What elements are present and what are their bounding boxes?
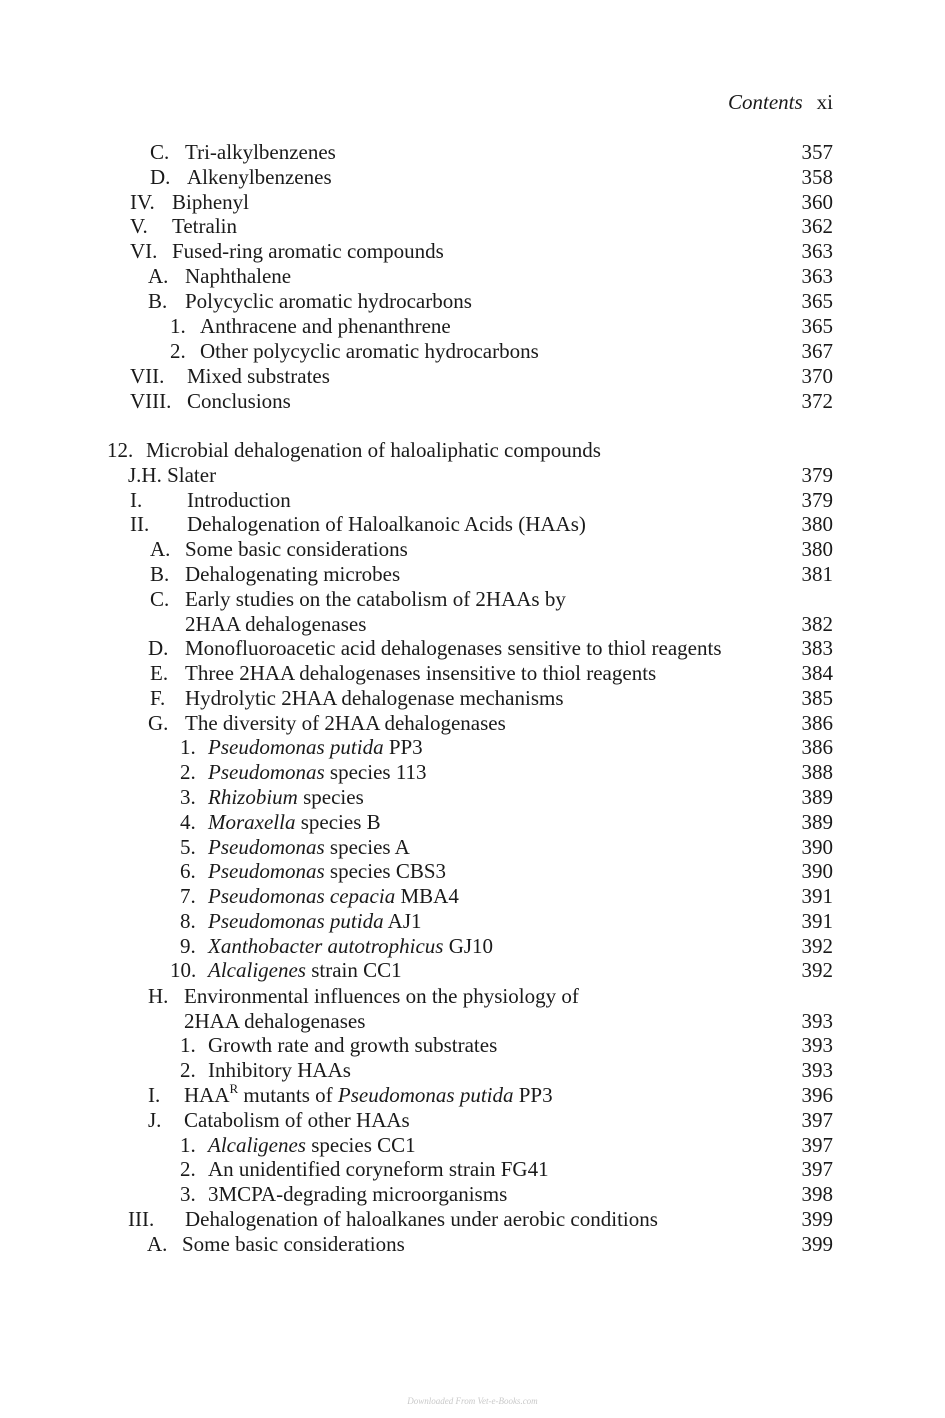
toc-entry-page: 393 (801, 1009, 833, 1033)
toc-entry-title: Dehalogenation of Haloalkanoic Acids (HAAs) (187, 512, 586, 536)
toc-entry-title: Introduction (187, 488, 291, 512)
toc-entry-title: Catabolism of other HAAs (184, 1108, 410, 1132)
toc-entry-title: Early studies on the catabolism of 2HAAs by (185, 587, 566, 611)
toc-entry-title: An unidentified coryneform strain FG41 (208, 1157, 549, 1181)
toc-entry (0, 512, 945, 537)
toc-entry-page: 384 (801, 661, 833, 685)
toc-entry-number: A. (150, 537, 171, 561)
toc-entry-title: Conclusions (187, 389, 291, 413)
toc-entry-title: Some basic considerations (182, 1232, 405, 1256)
toc-entry-page: 360 (801, 190, 833, 214)
toc-entry-number: 12. (107, 438, 134, 462)
toc-entry (0, 537, 945, 562)
page-number: xi (816, 90, 833, 114)
toc-entry-number: 1. (180, 1033, 196, 1057)
toc-entry-page: 358 (801, 165, 833, 189)
toc-entry-page: 380 (801, 537, 833, 561)
toc-entry-number: 1. (170, 314, 186, 338)
toc-entry-title: Biphenyl (172, 190, 249, 214)
toc-entry-page: 391 (801, 909, 833, 933)
toc-entry-page: 362 (801, 214, 833, 238)
toc-entry-title: The diversity of 2HAA dehalogenases (185, 711, 506, 735)
toc-entry-page: 357 (801, 140, 833, 164)
toc-entry-number: VII. (130, 364, 165, 388)
toc-entry (0, 1182, 945, 1207)
toc-entry-number: II. (130, 512, 150, 536)
toc-entry-title: Hydrolytic 2HAA dehalogenase mechanisms (185, 686, 564, 710)
toc-entry-number: 8. (180, 909, 196, 933)
toc-entry (0, 958, 945, 983)
toc-entry (0, 289, 945, 314)
toc-entry (0, 934, 945, 959)
toc-entry-page: 397 (801, 1108, 833, 1132)
toc-entry-number: I. (130, 488, 143, 512)
toc-entry-page: 385 (801, 686, 833, 710)
toc-entry-page: 398 (801, 1182, 833, 1206)
toc-entry-page: 379 (801, 488, 833, 512)
toc-entry-number: 9. (180, 934, 196, 958)
toc-entry (0, 711, 945, 736)
toc-entry-number: B. (148, 289, 168, 313)
toc-entry-number: 5. (180, 835, 196, 859)
toc-entry-number: 2. (180, 760, 196, 784)
toc-entry (0, 239, 945, 264)
toc-entry-title: Environmental influences on the physiology of (184, 984, 579, 1008)
toc-entry-number: A. (147, 1232, 168, 1256)
toc-entry-title: Anthracene and phenanthrene (200, 314, 451, 338)
toc-entry-title: Pseudomonas putida AJ1 (208, 909, 422, 933)
toc-entry-number: D. (150, 165, 171, 189)
toc-entry (0, 884, 945, 909)
toc-entry-number: 2. (180, 1058, 196, 1082)
toc-entry (0, 488, 945, 513)
running-head (728, 89, 833, 115)
toc-entry-page: 367 (801, 339, 833, 363)
toc-entry-title: Xanthobacter autotrophicus GJ10 (208, 934, 494, 958)
toc-entry-page: 365 (801, 289, 833, 313)
toc-entry-number: D. (148, 636, 169, 660)
toc-entry-page: 390 (801, 859, 833, 883)
toc-entry (0, 1108, 945, 1133)
toc-entry (0, 1133, 945, 1158)
toc-entry (0, 463, 945, 488)
toc-entry-number: 3. (180, 785, 196, 809)
toc-entry-number: VI. (130, 239, 158, 263)
toc-entry-number: E. (150, 661, 169, 685)
toc-entry-page: 393 (801, 1058, 833, 1082)
toc-entry-number: III. (128, 1207, 155, 1231)
toc-entry-number: C. (150, 587, 170, 611)
toc-entry (0, 686, 945, 711)
toc-entry-title: 3MCPA-degrading microorganisms (208, 1182, 508, 1206)
toc-entry-page: 389 (801, 785, 833, 809)
toc-entry-page: 393 (801, 1033, 833, 1057)
toc-entry-number: B. (150, 562, 170, 586)
toc-entry-title: Growth rate and growth substrates (208, 1033, 498, 1057)
toc-entry (0, 785, 945, 810)
toc-entry (0, 835, 945, 860)
toc-entry (0, 314, 945, 339)
toc-entry-page: 386 (801, 735, 833, 759)
toc-entry-page: 380 (801, 512, 833, 536)
toc-entry-title: Dehalogenating microbes (185, 562, 401, 586)
toc-entry-page: 363 (801, 239, 833, 263)
toc-entry-page: 399 (801, 1207, 833, 1231)
toc-entry-page: 397 (801, 1133, 833, 1157)
toc-entry-page: 392 (801, 934, 833, 958)
running-head-title: Contents (727, 90, 803, 114)
toc-entry-number: IV. (130, 190, 155, 214)
toc-entry-title: Inhibitory HAAs (208, 1058, 351, 1082)
toc-entry (0, 1009, 945, 1034)
toc-entry (0, 636, 945, 661)
toc-entry-title: Rhizobium species (208, 785, 364, 809)
toc-entry-title: 2HAA dehalogenases (185, 612, 367, 636)
toc-entry-title: Mixed substrates (187, 364, 330, 388)
toc-entry-page: 372 (801, 389, 833, 413)
toc-entry-page: 392 (801, 958, 833, 982)
toc-entry (0, 339, 945, 364)
toc-entry-title: Other polycyclic aromatic hydrocarbons (200, 339, 539, 363)
toc-entry-number: F. (150, 686, 166, 710)
toc-entry-number: 4. (180, 810, 196, 834)
toc-entry-title: Moraxella species B (208, 810, 381, 834)
toc-entry-number: 2. (180, 1157, 196, 1181)
toc-entry (0, 760, 945, 785)
toc-entry (0, 1058, 945, 1083)
toc-entry-title: Pseudomonas species 113 (208, 760, 427, 784)
toc-entry-page: 390 (801, 835, 833, 859)
toc-entry-number: I. (148, 1083, 161, 1107)
toc-entry (0, 190, 945, 215)
toc-entry (0, 214, 945, 239)
toc-entry-title: Alcaligenes species CC1 (208, 1133, 416, 1157)
toc-entry-title: 2HAA dehalogenases (184, 1009, 366, 1033)
toc-entry-number: 6. (180, 859, 196, 883)
toc-entry-title: $HAA^R$ mutants of Pseudomonas putida PP3 (184, 1081, 553, 1107)
toc-entry-title: J.H. Slater (128, 463, 217, 487)
toc-entry (0, 984, 945, 1009)
toc-entry (0, 810, 945, 835)
toc-entry-page: 379 (801, 463, 833, 487)
toc-entry-page: 388 (801, 760, 833, 784)
toc-entry-number: G. (148, 711, 169, 735)
toc-entry-number: V. (130, 214, 148, 238)
toc-entry (0, 562, 945, 587)
toc-entry-title: Tri-alkylbenzenes (185, 140, 336, 164)
toc-entry-title: Pseudomonas cepacia MBA4 (208, 884, 459, 908)
toc-entry-title: Polycyclic aromatic hydrocarbons (185, 289, 472, 313)
toc-entry-page: 386 (801, 711, 833, 735)
toc-entry-number: J. (148, 1108, 162, 1132)
toc-entry (0, 165, 945, 190)
toc-entry-number: 2. (170, 339, 186, 363)
toc-entry-number: 1. (180, 735, 196, 759)
toc-entry-title: Naphthalene (185, 264, 292, 288)
toc-entry-title: Fused-ring aromatic compounds (172, 239, 444, 263)
toc-entry-number: C. (150, 140, 170, 164)
toc-entry-title: Microbial dehalogenation of haloaliphatic compounds (146, 438, 601, 462)
toc-entry-title: Dehalogenation of haloalkanes under aerobic conditions (185, 1207, 658, 1231)
toc-entry (0, 612, 945, 637)
toc-entry-page: 391 (801, 884, 833, 908)
toc-entry-title: Monofluoroacetic acid dehalogenases sensitive to thiol reagents (185, 636, 722, 660)
toc-entry-page: 382 (801, 612, 833, 636)
toc-entry (0, 264, 945, 289)
toc-entry-number: 7. (180, 884, 196, 908)
toc-entry-title: Tetralin (172, 214, 237, 238)
toc-entry (0, 364, 945, 389)
toc-entry (0, 661, 945, 686)
toc-entry (0, 1207, 945, 1232)
toc-entry-page: 365 (801, 314, 833, 338)
toc-entry-title: Pseudomonas species A (208, 835, 410, 859)
toc-entry-number: A. (148, 264, 169, 288)
download-watermark: Downloaded From Vet-e-Books.com (407, 1396, 538, 1406)
toc-entry (0, 859, 945, 884)
toc-entry (0, 735, 945, 760)
toc-entry-title: Pseudomonas species CBS3 (208, 859, 447, 883)
toc-entry-page: 383 (801, 636, 833, 660)
toc-entry-number: VIII. (130, 389, 172, 413)
toc-entry-number: 1. (180, 1133, 196, 1157)
toc-entry-title: Pseudomonas putida PP3 (208, 735, 423, 759)
toc-entry (0, 1157, 945, 1182)
toc-entry-number: 3. (180, 1182, 196, 1206)
toc-entry (0, 909, 945, 934)
toc-entry (0, 438, 945, 463)
toc-entry-page: 370 (801, 364, 833, 388)
toc-entry (0, 1083, 945, 1108)
toc-entry-page: 396 (801, 1083, 833, 1107)
toc-entry-title: Three 2HAA dehalogenases insensitive to thiol reagents (185, 661, 657, 685)
toc-entry-page: 381 (801, 562, 833, 586)
toc-entry-page: 397 (801, 1157, 833, 1181)
toc-entry (0, 587, 945, 612)
toc-entry-number: 10. (170, 958, 197, 982)
toc-entry-page: 399 (801, 1232, 833, 1256)
toc-entry (0, 1232, 945, 1257)
toc-entry-page: 363 (801, 264, 833, 288)
toc-entry-title: Alkenylbenzenes (187, 165, 332, 189)
toc-entry-number: H. (148, 984, 169, 1008)
toc-entry (0, 1033, 945, 1058)
toc-entry (0, 140, 945, 165)
toc-entry (0, 389, 945, 414)
toc-entry-page: 389 (801, 810, 833, 834)
toc-entry-title: Some basic considerations (185, 537, 408, 561)
toc-entry-title: Alcaligenes strain CC1 (208, 958, 402, 982)
